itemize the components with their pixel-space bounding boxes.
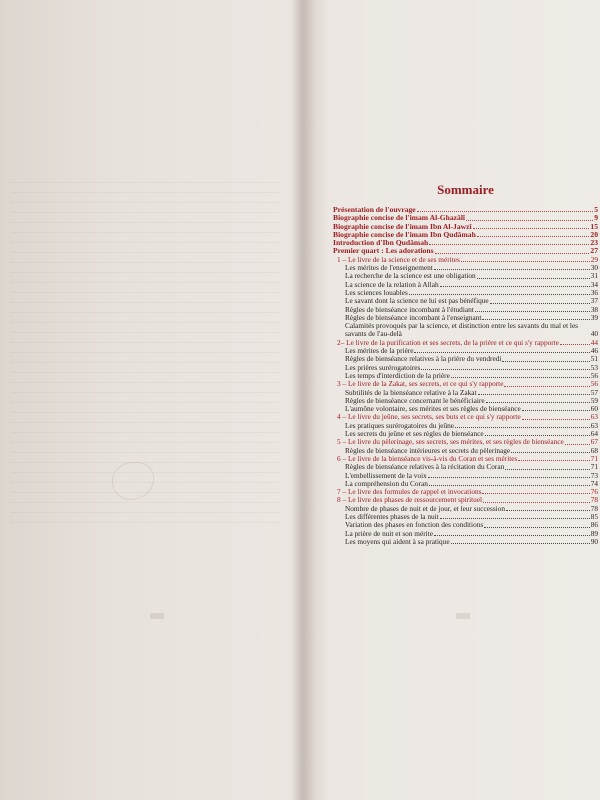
- toc-leader-dots: [485, 435, 590, 436]
- toc-entry-page: 23: [590, 239, 598, 248]
- toc-entry-label: 2– Le livre de la purification et ses secrets, de la prière et ce qui s'y rapporte: [337, 338, 559, 347]
- toc-leader-dots: [490, 303, 590, 304]
- toc-entry-page: 63: [590, 413, 598, 422]
- toc-entry-label: Calamités provoqués par la science, et distinction entre les savants du mal et les savants de l'au-delà: [345, 322, 579, 339]
- toc-entry-label: 4 – Le livre du jeûne, ses secrets, ses buts et ce qui s'y rapporte: [337, 413, 521, 422]
- toc-entry-label: Les mérites de la prière: [345, 347, 414, 356]
- toc-leader-dots: [482, 319, 589, 320]
- toc-entry-page: 59: [590, 396, 598, 405]
- toc-leader-dots: [477, 278, 590, 279]
- toc-leader-dots: [478, 394, 590, 395]
- toc-entry-page: 27: [590, 247, 598, 256]
- toc-entry-label: Les mérites de l'enseignement: [345, 264, 433, 273]
- toc-entry: [333, 289, 598, 297]
- toc-leader-dots: [511, 452, 590, 453]
- toc-leader-dots: [484, 527, 589, 528]
- toc-entry: [333, 480, 598, 488]
- toc-entry-label: Règles de bienséance incombant à l'enseignant: [345, 313, 482, 322]
- toc-leader-dots: [475, 311, 590, 312]
- toc-entry-page: 36: [590, 288, 598, 297]
- toc-entry: [333, 530, 598, 538]
- toc-leader-dots: [434, 535, 590, 536]
- toc-entry-page: 30: [590, 264, 598, 273]
- toc-entry-page: 5: [594, 206, 598, 214]
- toc-entry: [333, 339, 598, 347]
- toc-entry: [333, 247, 598, 255]
- toc-entry-page: 31: [590, 272, 598, 281]
- left-page-number-mark: [150, 613, 164, 619]
- toc-entry: [333, 389, 598, 397]
- toc-entry-label: Introduction d'Ibn Qudâmah: [333, 239, 429, 248]
- toc-entry-page: 85: [590, 512, 598, 521]
- toc-entry-label: Règles de bienséance incombant à l'étudiant: [345, 305, 474, 314]
- toc-entry-label: Règles de bienséance intérieures et secrets du pèlerinage: [345, 446, 511, 455]
- toc-entry-page: 74: [590, 479, 598, 488]
- toc-entry-label: La science de la relation à Allah: [345, 280, 439, 289]
- toc-entry-label: L'aumône volontaire, ses mérites et ses règles de bienséance: [345, 405, 521, 414]
- toc-entry-label: La prière de nuit et son mérite: [345, 529, 433, 538]
- toc-entry-page: 39: [590, 313, 598, 322]
- toc-leader-dots: [455, 427, 590, 428]
- toc-leader-dots: [522, 419, 590, 420]
- toc-entry-label: Biographie concise de l'imam Al-Ghazâlî: [333, 214, 466, 223]
- toc-entry-page: 29: [590, 255, 598, 264]
- toc-entry: [333, 472, 598, 480]
- toc-leader-dots: [482, 493, 589, 494]
- toc-entry: [333, 214, 598, 222]
- toc-entry-label: 7 – Le livre des formules de rappel et invocations: [337, 488, 482, 497]
- toc-entry-label: Subtilités de la bienséance relative à la Zakat: [345, 388, 477, 397]
- toc-entry: [333, 521, 598, 529]
- toc-entry: [333, 513, 598, 521]
- toc-leader-dots: [451, 377, 590, 378]
- toc-entry-page: 78: [590, 496, 598, 505]
- toc-leader-dots: [440, 518, 590, 519]
- toc-entry-label: 5 – Le livre du pèlerinage, ses secrets, ses mérites, et ses règles de bienséance: [337, 438, 564, 447]
- toc-entry: [333, 438, 598, 446]
- toc-entry-label: Biographie concise de l'imam Ibn Al-Jawzî: [333, 222, 472, 231]
- toc-entry-label: Présentation de l'ouvrage: [333, 206, 416, 214]
- toc-entry-label: Variation des phases en fonction des conditions: [345, 521, 484, 530]
- toc-entry-page: 46: [590, 347, 598, 356]
- toc-entry-label: Les temps d'interdiction de la prière: [345, 371, 450, 380]
- toc-entry: [333, 347, 598, 355]
- toc-leader-dots: [502, 361, 589, 362]
- toc-entry-page: 68: [590, 446, 598, 455]
- toc-entry: [333, 256, 598, 264]
- toc-leader-dots: [473, 228, 590, 229]
- toc-entry-label: Les secrets du jeûne et ses règles de bienséance: [345, 430, 484, 439]
- toc-entry: [333, 206, 598, 214]
- toc-entry-label: Règles de bienséance relatives à la prière du vendredi: [345, 355, 502, 364]
- toc-entry-page: 9: [594, 214, 598, 223]
- toc-entry-page: 67: [590, 438, 598, 447]
- toc-entry-label: 3 – Le livre de la Zakat, ses secrets, et ce qui s'y rapporte: [337, 380, 504, 389]
- toc-entry-page: 63: [590, 421, 598, 430]
- toc-entry: [333, 372, 598, 380]
- toc-entry-label: Les moyens qui aident à sa pratique: [345, 537, 450, 546]
- toc-entry-page: 76: [590, 488, 598, 497]
- toc-entry: [333, 380, 598, 388]
- toc-entry-page: 71: [590, 454, 598, 463]
- toc-leader-dots: [483, 502, 590, 503]
- toc-entry: [333, 538, 598, 546]
- toc-entry-page: 53: [590, 363, 598, 372]
- toc-leader-dots: [466, 220, 593, 221]
- toc-entry-label: Règles de bienséance relatives à la récitation du Coran: [345, 463, 505, 472]
- toc-entry: [333, 314, 598, 322]
- toc-entry-page: 64: [590, 430, 598, 439]
- toc-entry: [333, 272, 598, 280]
- toc-leader-dots: [565, 444, 590, 445]
- toc-entry: [333, 364, 598, 372]
- toc-entry-page: 38: [590, 305, 598, 314]
- toc-entry-label: Le savant dont la science ne lui est pas bénéfique: [345, 297, 489, 306]
- toc-leader-dots: [461, 261, 590, 262]
- toc-entry-page: 34: [590, 280, 598, 289]
- toc-leader-dots: [486, 402, 590, 403]
- toc-entry-page: 51: [590, 355, 598, 364]
- toc-entry: [333, 488, 598, 496]
- toc-entry-page: 78: [590, 504, 598, 513]
- toc-entry: [333, 322, 598, 339]
- toc-leader-dots: [429, 244, 589, 245]
- toc-entry: [333, 447, 598, 455]
- toc-leader-dots: [518, 460, 589, 461]
- toc-entry: [333, 264, 598, 272]
- toc-entry: [333, 355, 598, 363]
- toc-entry-label: 6 – Le livre de la bienséance vis-à-vis du Coran et ses mérites: [337, 454, 518, 463]
- toc-entry-page: 73: [590, 471, 598, 480]
- toc-entry: [333, 306, 598, 314]
- toc-leader-dots: [428, 477, 590, 478]
- toc-entry-page: 89: [590, 529, 598, 538]
- toc-entry-label: La compréhension du Coran: [345, 479, 428, 488]
- toc-entry: [333, 430, 598, 438]
- toc-entry-label: Les sciences louables: [345, 288, 408, 297]
- toc-leader-dots: [504, 386, 589, 387]
- toc-entry: [333, 413, 598, 421]
- toc-leader-dots: [409, 294, 590, 295]
- table-of-contents: [333, 180, 598, 546]
- toc-entry: [333, 281, 598, 289]
- toc-list: [333, 206, 598, 546]
- toc-entry-page: 57: [590, 388, 598, 397]
- toc-entry-label: Les pratiques surérogatoires du jeûne: [345, 421, 455, 430]
- book-gutter: [292, 0, 316, 800]
- toc-leader-dots: [477, 236, 590, 237]
- toc-entry: [333, 223, 598, 231]
- toc-entry: [333, 422, 598, 430]
- toc-leader-dots: [440, 286, 590, 287]
- toc-entry-page: 37: [590, 297, 598, 306]
- toc-entry-page: 44: [590, 338, 598, 347]
- toc-entry: [333, 231, 598, 239]
- toc-entry-page: 86: [590, 521, 598, 530]
- toc-leader-dots: [414, 352, 589, 353]
- right-page-number-mark: [456, 613, 470, 619]
- toc-entry: [333, 463, 598, 471]
- toc-title: Sommaire: [437, 182, 494, 197]
- toc-entry-page: 15: [590, 222, 598, 231]
- toc-leader-dots: [417, 211, 594, 212]
- toc-entry: [333, 239, 598, 247]
- toc-entry-label: L'embellissement de la voix: [345, 471, 427, 480]
- toc-entry-page: 20: [590, 230, 598, 239]
- toc-entry-label: Premier quart : Les adorations: [333, 247, 434, 256]
- toc-entry: [333, 505, 598, 513]
- toc-leader-dots: [451, 543, 590, 544]
- toc-entry-page: 90: [590, 537, 598, 546]
- toc-leader-dots: [560, 344, 590, 345]
- toc-entry-label: Règles de bienséance concernant le bénéficiaire: [345, 396, 485, 405]
- toc-entry-label: Nombre de phases de nuit et de jour, et leur succession: [345, 504, 505, 513]
- toc-entry-page: 56: [590, 371, 598, 380]
- toc-leader-dots: [429, 485, 590, 486]
- toc-leader-dots: [435, 253, 590, 254]
- toc-leader-dots: [506, 510, 590, 511]
- toc-entry-page: 56: [590, 380, 598, 389]
- toc-entry: [333, 455, 598, 463]
- toc-entry-label: Les prières surérogatoires: [345, 363, 421, 372]
- toc-entry: [333, 405, 598, 413]
- toc-entry-page: 71: [590, 463, 598, 472]
- toc-entry: [333, 496, 598, 504]
- toc-entry-label: Les différentes phases de la nuit: [345, 512, 439, 521]
- toc-entry: [333, 297, 598, 305]
- toc-entry-label: 1 – Le livre de la science et de ses mérites: [337, 255, 460, 264]
- toc-entry-label: Biographie concise de l'imam Ibn Qudâmah: [333, 230, 476, 239]
- toc-leader-dots: [434, 269, 590, 270]
- toc-leader-dots: [522, 410, 590, 411]
- toc-entry-label: La recherche de la science est une obligation: [345, 272, 476, 281]
- toc-leader-dots: [421, 369, 589, 370]
- toc-leader-dots: [505, 469, 589, 470]
- toc-entry: [333, 397, 598, 405]
- toc-entry-page: 60: [590, 405, 598, 414]
- toc-entry-label: 8 – Le livre des phases de ressourcement spirituel: [337, 496, 483, 505]
- toc-entry-page: 40: [590, 329, 598, 339]
